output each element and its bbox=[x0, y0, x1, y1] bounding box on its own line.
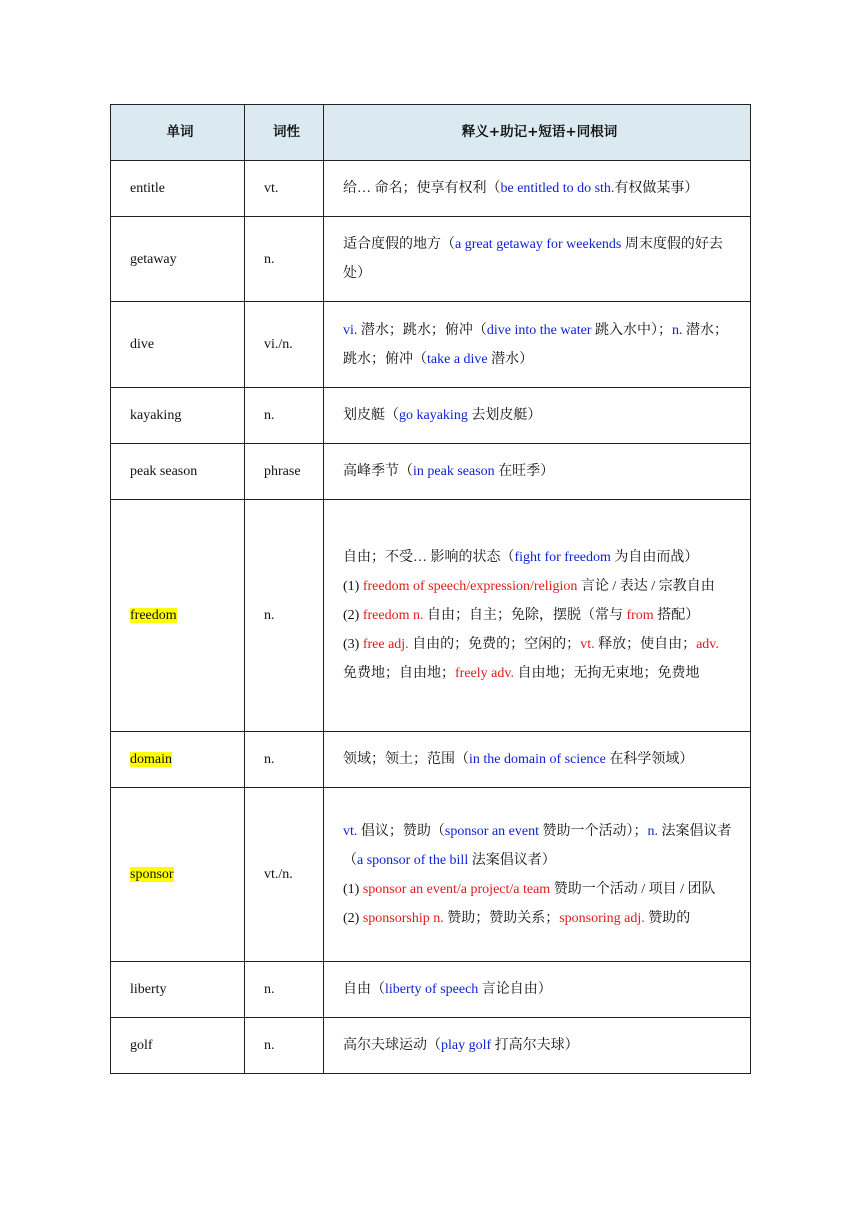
definition-text: 高尔夫球运动（ bbox=[343, 1038, 441, 1053]
phrase-red: vt. bbox=[580, 637, 595, 652]
definition-text: 潜水） bbox=[487, 351, 534, 367]
definition-text: 言论自由） bbox=[478, 982, 552, 997]
pos-cell: n. bbox=[245, 388, 324, 444]
definition-text: 法案倡议者） bbox=[468, 852, 556, 868]
header-definition: 释义+助记+短语+同根词 bbox=[324, 105, 751, 161]
definition-line bbox=[343, 316, 736, 374]
phrase-red: from bbox=[626, 608, 654, 623]
table-body bbox=[111, 161, 751, 1074]
phrase-blue: n. bbox=[671, 322, 683, 338]
table-header bbox=[111, 105, 751, 161]
pos-cell: n. bbox=[245, 500, 324, 732]
definition-text: 倡议；赞助（ bbox=[357, 823, 445, 839]
pos-cell: vi./n. bbox=[245, 302, 324, 388]
table-row bbox=[111, 388, 751, 444]
definition-text: 言论 / 表达 / 宗教自由 bbox=[577, 579, 715, 594]
word-cell bbox=[111, 962, 245, 1018]
header-row bbox=[111, 105, 751, 161]
table-row bbox=[111, 732, 751, 788]
definition-text: (2) bbox=[343, 910, 363, 926]
definition-line bbox=[343, 630, 736, 688]
pos-cell: n. bbox=[245, 217, 324, 302]
table-row bbox=[111, 302, 751, 388]
phrase-red: sponsor an event/a project/a team bbox=[362, 881, 551, 897]
definition-text: 法案倡议者（ bbox=[343, 823, 732, 868]
pos-cell: vt./n. bbox=[245, 788, 324, 962]
table-row bbox=[111, 788, 751, 962]
phrase-red: freedom of speech/expression/religion bbox=[362, 579, 578, 594]
definition-text: 释放；使自由； bbox=[594, 637, 697, 652]
definition-cell bbox=[324, 500, 751, 732]
definition-text: 赞助；赞助关系； bbox=[443, 910, 560, 926]
definition-line bbox=[343, 745, 736, 774]
definition-line bbox=[343, 230, 736, 288]
phrase-red: freely adv. bbox=[455, 666, 514, 681]
header-word: 单词 bbox=[111, 105, 245, 161]
definition-text: 赞助一个活动）； bbox=[538, 823, 648, 839]
definition-text: 适合度假的地方（ bbox=[343, 237, 455, 252]
definition-text: 搭配） bbox=[653, 608, 700, 623]
phrase-blue: fight for freedom bbox=[514, 550, 611, 565]
definition-cell bbox=[324, 161, 751, 217]
word-cell bbox=[111, 1018, 245, 1074]
phrase-blue: play golf bbox=[441, 1038, 492, 1053]
definition-line bbox=[343, 875, 736, 904]
definition-text: (2) bbox=[343, 608, 363, 623]
definition-cell bbox=[324, 302, 751, 388]
definition-text: 划皮艇（ bbox=[343, 408, 399, 423]
phrase-blue: n. bbox=[647, 823, 658, 839]
definition-text: 自由的；免费的；空闲的； bbox=[408, 637, 581, 652]
definition-line bbox=[343, 1031, 736, 1060]
pos-cell: vt. bbox=[245, 161, 324, 217]
word-cell bbox=[111, 788, 245, 962]
definition-text: 周末度假的好去处） bbox=[343, 237, 723, 281]
word-cell bbox=[111, 732, 245, 788]
phrase-blue: be entitled to do sth. bbox=[500, 181, 615, 196]
vocabulary-table bbox=[110, 104, 751, 1074]
definition-line bbox=[343, 572, 736, 601]
word-text: sponsor bbox=[130, 867, 174, 882]
definition-text: 自由（ bbox=[343, 982, 385, 997]
pos-cell: n. bbox=[245, 962, 324, 1018]
word-text: kayaking bbox=[130, 408, 182, 423]
definition-text: 自由；不受… 影响的状态（ bbox=[343, 550, 515, 565]
phrase-red: free adj. bbox=[362, 637, 409, 652]
definition-text: (1) bbox=[343, 881, 363, 897]
definition-text: 为自由而战） bbox=[610, 550, 699, 565]
word-text: freedom bbox=[130, 608, 177, 623]
definition-text: 有权做某事） bbox=[614, 181, 699, 196]
definition-text: 赞助的 bbox=[644, 910, 691, 926]
definition-text: 潜水；跳水；俯冲（ bbox=[343, 322, 728, 367]
definition-text: 潜水；跳水；俯冲（ bbox=[357, 322, 487, 338]
word-text: liberty bbox=[130, 982, 167, 997]
phrase-blue: go kayaking bbox=[399, 408, 468, 423]
phrase-red: freedom n. bbox=[362, 608, 424, 623]
phrase-blue: sponsor an event bbox=[444, 823, 539, 839]
phrase-blue: dive into the water bbox=[486, 322, 592, 338]
definition-text: 去划皮艇） bbox=[467, 408, 542, 423]
word-cell bbox=[111, 500, 245, 732]
definition-text: 在旺季） bbox=[494, 464, 555, 479]
header-pos: 词性 bbox=[245, 105, 324, 161]
definition-text: 免费地；自由地； bbox=[343, 666, 455, 681]
definition-text: 领域；领土；范围（ bbox=[343, 752, 469, 767]
definition-cell bbox=[324, 217, 751, 302]
definition-text: (3) bbox=[343, 637, 363, 652]
definition-text: 高峰季节（ bbox=[343, 464, 413, 479]
definition-line bbox=[343, 457, 736, 486]
definition-line bbox=[343, 543, 736, 572]
definition-cell bbox=[324, 1018, 751, 1074]
pos-cell: phrase bbox=[245, 444, 324, 500]
word-text: entitle bbox=[130, 181, 165, 196]
definition-cell bbox=[324, 444, 751, 500]
phrase-red: sponsoring adj. bbox=[559, 910, 645, 926]
table-row bbox=[111, 962, 751, 1018]
definition-cell bbox=[324, 962, 751, 1018]
definition-line bbox=[343, 904, 736, 933]
phrase-blue: vt. bbox=[343, 823, 358, 839]
definition-line bbox=[343, 401, 736, 430]
word-cell bbox=[111, 302, 245, 388]
table-row bbox=[111, 444, 751, 500]
table-row bbox=[111, 161, 751, 217]
word-cell bbox=[111, 444, 245, 500]
definition-cell bbox=[324, 388, 751, 444]
definition-text: 自由地；无拘无束地；免费地 bbox=[513, 666, 700, 681]
phrase-blue: in peak season bbox=[413, 464, 495, 479]
definition-text: 自由；自主；免除，摆脱（常与 bbox=[423, 608, 627, 623]
pos-cell: n. bbox=[245, 1018, 324, 1074]
definition-text: 打高尔夫球） bbox=[491, 1038, 579, 1053]
word-cell bbox=[111, 217, 245, 302]
definition-cell bbox=[324, 788, 751, 962]
phrase-blue: vi. bbox=[343, 322, 358, 338]
definition-line bbox=[343, 817, 736, 875]
table-row bbox=[111, 217, 751, 302]
pos-cell: n. bbox=[245, 732, 324, 788]
phrase-blue: liberty of speech bbox=[385, 982, 479, 997]
table-row bbox=[111, 500, 751, 732]
phrase-blue: take a dive bbox=[427, 351, 488, 367]
phrase-blue: a great getaway for weekends bbox=[455, 237, 622, 252]
definition-cell bbox=[324, 732, 751, 788]
definition-text: 给… 命名；使享有权利（ bbox=[343, 181, 501, 196]
word-text: peak season bbox=[130, 464, 198, 479]
definition-text: 跳入水中）； bbox=[591, 322, 672, 338]
word-cell bbox=[111, 388, 245, 444]
phrase-blue: in the domain of science bbox=[469, 752, 606, 767]
definition-line bbox=[343, 975, 736, 1004]
phrase-red: sponsorship n. bbox=[362, 910, 444, 926]
phrase-red: adv. bbox=[696, 637, 719, 652]
word-cell bbox=[111, 161, 245, 217]
definition-text: (1) bbox=[343, 579, 363, 594]
definition-line bbox=[343, 601, 736, 630]
word-text: domain bbox=[130, 752, 172, 767]
definition-line bbox=[343, 174, 736, 203]
word-text: golf bbox=[130, 1038, 153, 1053]
word-text: getaway bbox=[130, 251, 177, 267]
definition-text: 赞助一个活动 / 项目 / 团队 bbox=[550, 881, 716, 897]
definition-text: 在科学领域） bbox=[605, 752, 694, 767]
word-text: dive bbox=[130, 337, 155, 352]
phrase-blue: a sponsor of the bill bbox=[357, 852, 469, 868]
table-row bbox=[111, 1018, 751, 1074]
